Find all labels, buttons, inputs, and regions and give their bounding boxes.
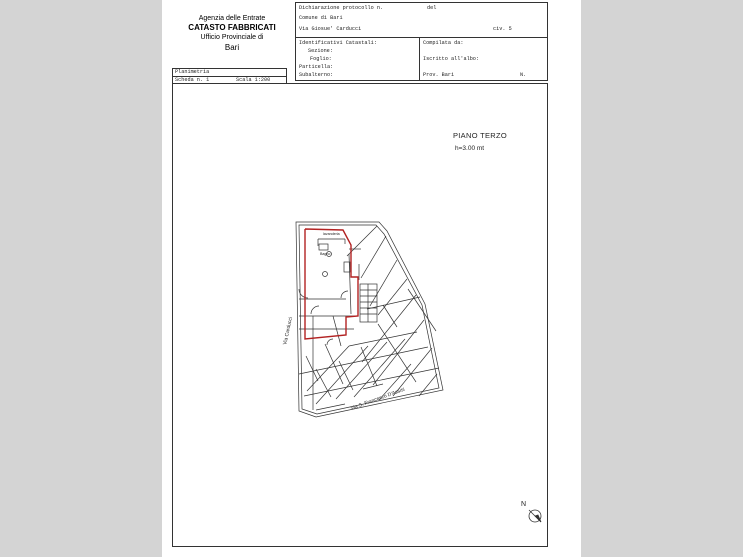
planimetria-title: Planimetria bbox=[175, 69, 210, 75]
del-label: del bbox=[427, 5, 437, 11]
foglio-label: Foglio: bbox=[310, 56, 332, 62]
comune-label: Comune di Bari bbox=[299, 15, 343, 21]
room-lavanderia-label: lavanderia bbox=[323, 232, 340, 236]
ident-box bbox=[295, 37, 548, 81]
room-bagno-label: Bagno bbox=[320, 252, 331, 256]
iscritto-label: Iscritto all'albo: bbox=[423, 56, 480, 62]
compilata-label: Compilata da: bbox=[423, 40, 464, 46]
prov-label: Prov. Bari bbox=[423, 72, 455, 78]
ident-divider bbox=[419, 38, 420, 80]
catasto-title: CATASTO FABBRICATI bbox=[188, 23, 276, 32]
scala-label: Scala 1:200 bbox=[236, 77, 271, 83]
agency-header bbox=[172, 14, 292, 53]
subalterno-label: Subalterno: bbox=[299, 72, 334, 78]
ufficio-label: Ufficio Provinciale di bbox=[200, 34, 264, 41]
north-arrow bbox=[529, 510, 541, 522]
scheda-label: Scheda n. 1 bbox=[175, 77, 210, 83]
drawing-area bbox=[172, 83, 548, 547]
protocol-box bbox=[295, 2, 548, 38]
floor-height: h=3.00 mt bbox=[455, 145, 485, 152]
floor-plan bbox=[173, 84, 549, 548]
street-bottom-label: Via S. Francesco D'Assisi bbox=[349, 386, 406, 412]
dichiarazione-label: Dichiarazione protocollo n. bbox=[299, 5, 384, 11]
n-label: N. bbox=[520, 72, 527, 78]
planimetria-box bbox=[172, 68, 287, 84]
city-label: Bari bbox=[224, 43, 240, 52]
particella-label: Particella: bbox=[299, 64, 334, 70]
building-outline bbox=[296, 222, 443, 417]
sezione-label: Sezione: bbox=[308, 48, 333, 54]
identificativi-label: Identificativi Catastali: bbox=[299, 40, 377, 46]
north-label: N bbox=[521, 501, 527, 508]
cadastral-sheet bbox=[162, 0, 581, 557]
via-label: Via Giosue' Carducci bbox=[299, 26, 362, 32]
street-left-label: Via Carducci bbox=[282, 316, 295, 346]
civ-label: civ. 5 bbox=[493, 26, 512, 32]
agency-name: Agenzia delle Entrate bbox=[198, 15, 266, 22]
floor-title: PIANO TERZO bbox=[453, 131, 508, 140]
